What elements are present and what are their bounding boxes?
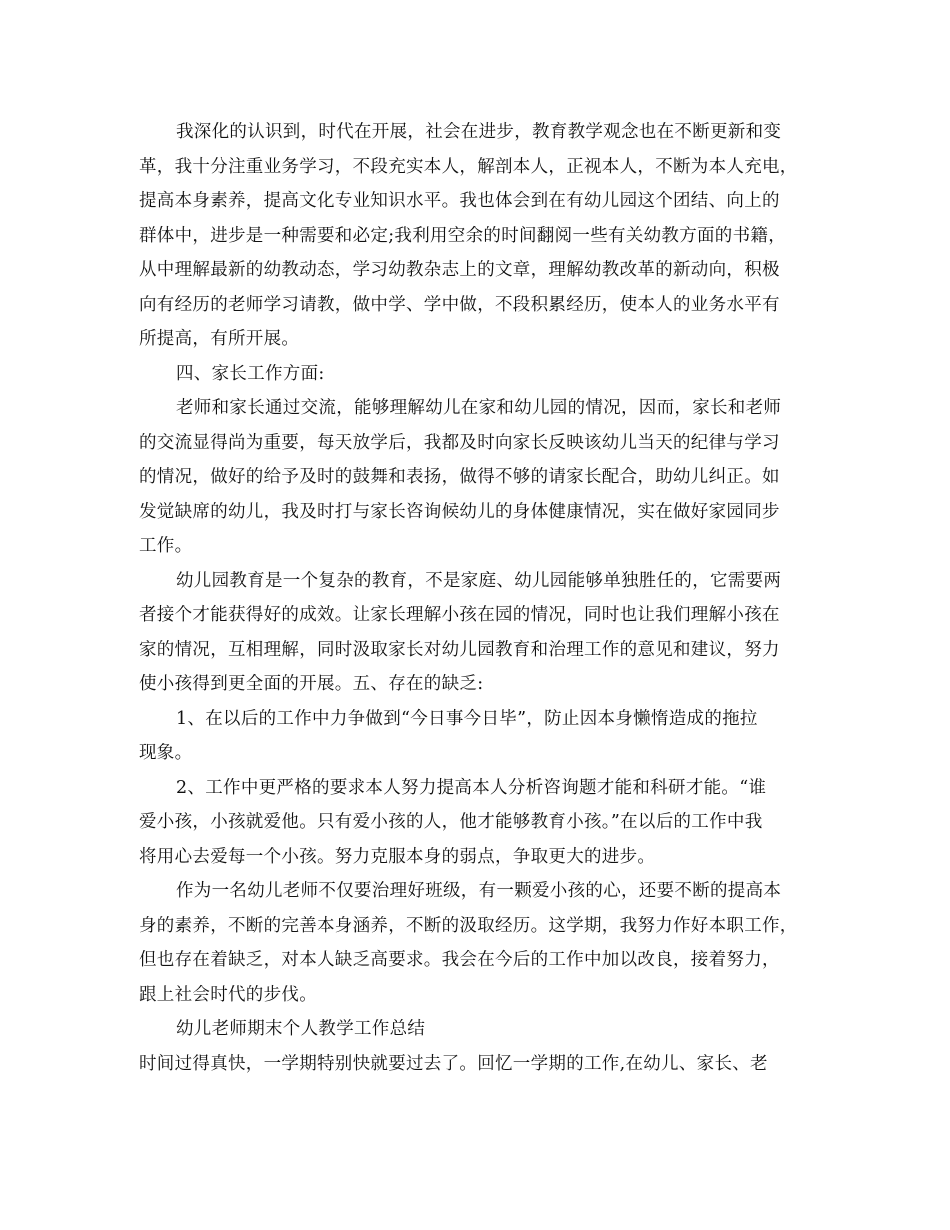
text-line: 工作。 bbox=[139, 536, 193, 556]
list-item-2 bbox=[139, 771, 814, 875]
text-line: 作为一名幼儿老师不仅要治理好班级，有一颗爱小孩的心，还要不断的提高本 bbox=[176, 881, 782, 901]
text-line: 的交流显得尚为重要，每天放学后，我都及时向家长反映该幼儿当天的纪律与学习 bbox=[139, 432, 780, 453]
next-article-title bbox=[139, 1012, 814, 1047]
section-heading-parent-work bbox=[139, 357, 814, 392]
text-line: 所提高，有所开展。 bbox=[139, 329, 300, 349]
text-line: 现象。 bbox=[139, 743, 193, 763]
text-line: 群体中，进步是一种需要和必定;我利用空余的时间翻阅一些有关幼教方面的书籍， bbox=[139, 225, 786, 246]
text-line: 提高本身素养，提高文化专业知识水平。我也体会到在有幼儿园这个团结、向上的 bbox=[139, 191, 780, 211]
text-line: 1、在以后的工作中力争做到“今日事今日毕”，防止因本身懒惰造成的拖拉 bbox=[176, 708, 758, 729]
text-line: 跟上社会时代的步伐。 bbox=[139, 984, 317, 1005]
text-line: 2、工作中更严格的要求本人努力提高本人分析咨询题才能和科研才能。“谁 bbox=[176, 777, 767, 798]
list-item-1 bbox=[139, 702, 814, 771]
paragraph-professional-learning bbox=[139, 115, 814, 357]
text-line: 老师和家长通过交流，能够理解幼儿在家和幼儿园的情况，因而，家长和老师 bbox=[176, 398, 782, 418]
document-body bbox=[139, 115, 814, 1081]
text-line: 幼儿园教育是一个复杂的教育，不是家庭、幼儿园能够单独胜任的，它需要两 bbox=[176, 570, 782, 591]
text-line: 家的情况，互相理解，同时汲取家长对幼儿园教育和治理工作的意见和建议，努力 bbox=[139, 639, 780, 660]
text-line: 但也存在着缺乏，对本人缺乏高要求。我会在今后的工作中加以改良，接着努力， bbox=[139, 950, 780, 970]
section-heading: 四、家长工作方面: bbox=[176, 363, 325, 384]
text-line: 身的素养，不断的完善本身涵养，不断的汲取经历。这学期，我努力作好本职工作， bbox=[139, 915, 798, 936]
paragraph-kindergarten-education bbox=[139, 564, 814, 702]
paragraph-conclusion bbox=[139, 874, 814, 1012]
text-line: 爱小孩，小孩就爱他。只有爱小孩的人，他才能够教育小孩。”在以后的工作中我 bbox=[139, 812, 763, 832]
text-line: 发觉缺席的幼儿，我及时打与家长咨询候幼儿的身体健康情况，实在做好家园同步 bbox=[139, 501, 780, 522]
text-line: 我深化的认识到，时代在开展，社会在进步，教育教学观念也在不断更新和变 bbox=[176, 122, 782, 142]
paragraph-parent-communication bbox=[139, 391, 814, 564]
article-title: 幼儿老师期末个人教学工作总结 bbox=[176, 1019, 426, 1039]
text-line: 向有经历的老师学习请教，做中学、学中做，不段积累经历，使本人的业务水平有 bbox=[139, 294, 780, 315]
text-line: 革，我十分注重业务学习，不段充实本人，解剖本人，正视本人，不断为本人充电， bbox=[139, 156, 798, 177]
text-line: 的情况，做好的给予及时的鼓舞和表扬，做得不够的请家长配合，助幼儿纠正。如 bbox=[139, 467, 780, 487]
text-line: 将用心去爱每一个小孩。努力克服本身的弱点，争取更大的进步。 bbox=[139, 846, 656, 867]
text-line: 从中理解最新的幼教动态，学习幼教杂志上的文章，理解幼教改革的新动向，积极 bbox=[139, 260, 780, 280]
text-line: 使小孩得到更全面的开展。五、存在的缺乏: bbox=[139, 674, 484, 694]
paragraph-next-article-intro bbox=[139, 1047, 814, 1082]
text-line: 者接个才能获得好的成效。让家长理解小孩在园的情况，同时也让我们理解小孩在 bbox=[139, 605, 780, 625]
text-line: 时间过得真快，一学期特别快就要过去了。回忆一学期的工作,在幼儿、家长、老 bbox=[139, 1053, 768, 1074]
